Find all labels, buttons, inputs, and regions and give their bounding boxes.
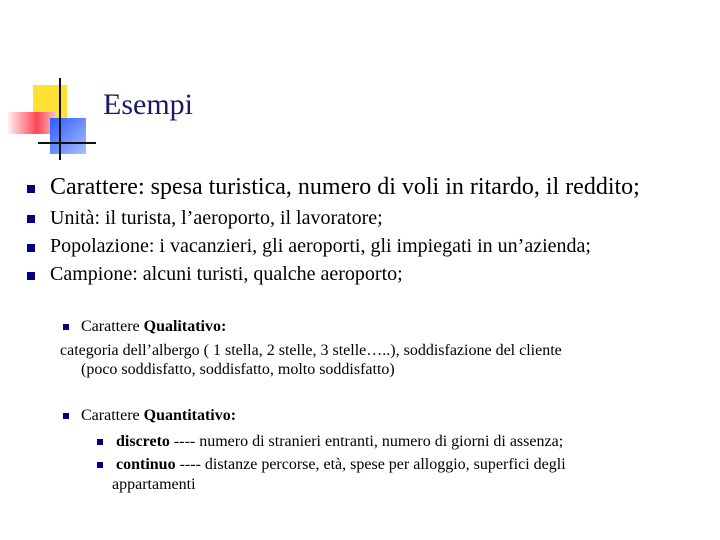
quantitativo-heading: Carattere Quantitativo:	[81, 407, 237, 424]
decor-horizontal-line	[38, 142, 96, 144]
point-popolazione: Popolazione: i vacanzieri, gli aeroporti, gli impiegati in un’azienda;	[50, 235, 591, 257]
qualitativo-examples: categoria dell’albergo ( 1 stella, 2 stelle, 3 stelle…..), soddisfazione del cliente	[60, 342, 562, 359]
bullet-icon	[27, 244, 35, 252]
bullet-icon	[27, 215, 35, 223]
bullet-icon	[97, 462, 103, 468]
bullet-icon	[27, 272, 35, 280]
quantitativo-continuo: continuo ---- distanze percorse, età, spese per alloggio, superfici degli	[116, 456, 566, 473]
bullet-icon	[27, 185, 35, 193]
bullet-icon	[63, 324, 69, 330]
slide-title: Esempi	[103, 88, 193, 121]
point-campione: Campione: alcuni turisti, qualche aeroporto;	[50, 263, 403, 285]
decor-vertical-line	[59, 78, 61, 160]
bullet-icon	[63, 413, 69, 419]
point-carattere: Carattere: spesa turistica, numero di voli in ritardo, il reddito;	[50, 174, 640, 200]
quantitativo-discreto: discreto ---- numero di stranieri entranti, numero di giorni di assenza;	[116, 433, 564, 450]
bullet-icon	[97, 439, 103, 445]
decor-blue-square	[50, 118, 86, 154]
qualitativo-examples-cont: (poco soddisfatto, soddisfatto, molto soddisfatto)	[81, 361, 395, 378]
quantitativo-continuo-cont: appartamenti	[112, 476, 196, 493]
point-unita: Unità: il turista, l’aeroporto, il lavoratore;	[50, 207, 383, 229]
decor-red-bar	[8, 112, 56, 134]
qualitativo-heading: Carattere Qualitativo:	[81, 318, 227, 335]
